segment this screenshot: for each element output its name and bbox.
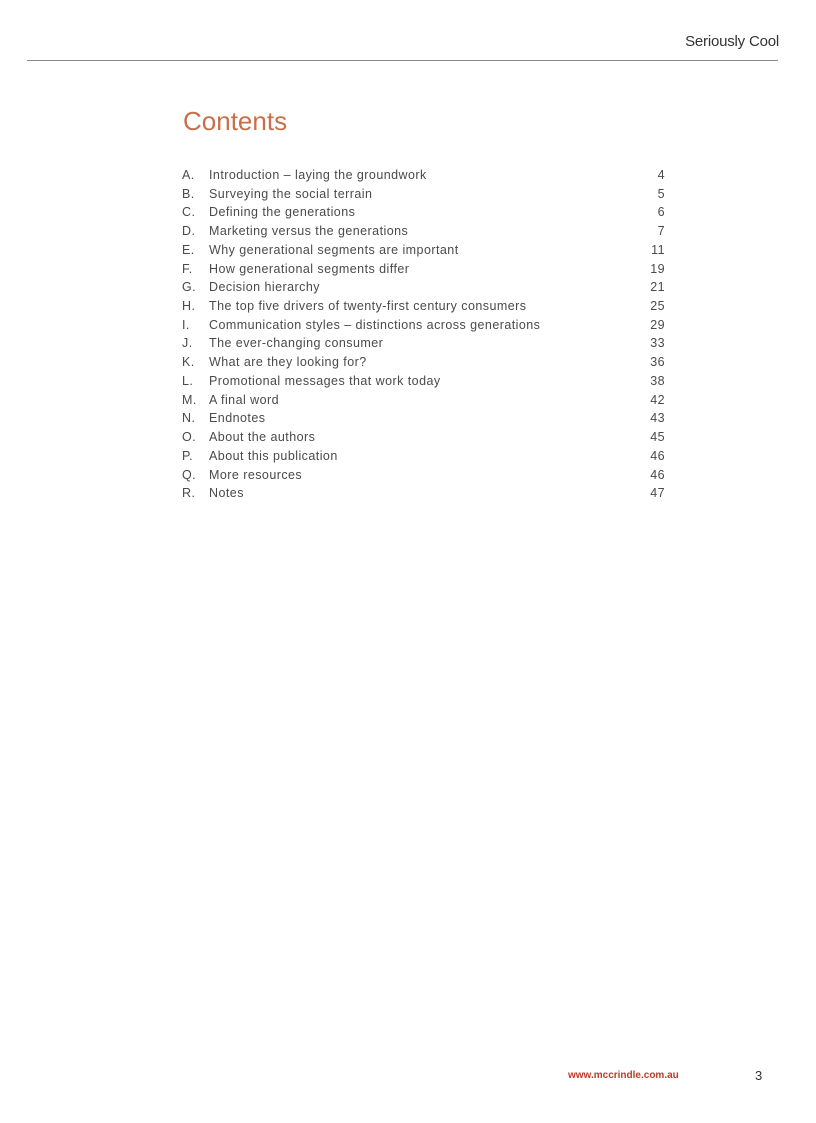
toc-entry-letter: I. bbox=[182, 317, 190, 332]
toc-entry-title: Defining the generations bbox=[209, 205, 356, 220]
toc-entry-page-number: 21 bbox=[650, 280, 665, 295]
toc-entry[interactable] bbox=[182, 428, 665, 447]
toc-entry-letter: C. bbox=[182, 205, 196, 220]
toc-entry-letter: B. bbox=[182, 186, 195, 201]
toc-entry-page-number: 29 bbox=[650, 317, 665, 332]
toc-entry-title: Marketing versus the generations bbox=[209, 224, 409, 239]
toc-entry-page-number: 47 bbox=[650, 486, 665, 501]
toc-entry-title: Introduction – laying the groundwork bbox=[209, 168, 427, 182]
toc-entry-letter: E. bbox=[182, 242, 195, 257]
toc-entry-title: A final word bbox=[209, 392, 280, 407]
toc-entry[interactable] bbox=[182, 372, 665, 391]
toc-entry[interactable] bbox=[182, 297, 665, 316]
toc-entry-letter: K. bbox=[182, 355, 195, 370]
toc-entry-letter: H. bbox=[182, 299, 196, 314]
toc-entry-letter: G. bbox=[182, 280, 197, 295]
footer-page-number: 3 bbox=[755, 1068, 763, 1083]
toc-entry[interactable] bbox=[182, 409, 665, 428]
toc-entry-title: Notes bbox=[209, 486, 244, 501]
toc-entry-page-number: 19 bbox=[650, 261, 665, 276]
toc-entry-page-number: 11 bbox=[651, 242, 665, 257]
toc-entry-page-number: 43 bbox=[650, 411, 665, 426]
toc-entry[interactable] bbox=[182, 203, 665, 222]
toc-entry-letter: D. bbox=[182, 224, 196, 239]
toc-entry[interactable] bbox=[182, 166, 665, 185]
toc-entry[interactable] bbox=[182, 391, 665, 410]
toc-entry-letter: A. bbox=[182, 168, 195, 182]
toc-entry-letter: L. bbox=[182, 373, 194, 388]
toc-entry-title: More resources bbox=[209, 467, 303, 482]
toc-entry[interactable] bbox=[182, 484, 665, 503]
page-title: Contents bbox=[183, 106, 288, 136]
toc-entry-letter: N. bbox=[182, 411, 196, 426]
footer-website-link[interactable]: www.mccrindle.com.au bbox=[568, 1070, 679, 1081]
toc-entry-title: About the authors bbox=[209, 430, 316, 445]
toc-entry-page-number: 46 bbox=[650, 448, 665, 463]
toc-entry-page-number: 38 bbox=[650, 373, 665, 388]
toc-entry-page-number: 36 bbox=[650, 355, 665, 370]
toc-entry[interactable] bbox=[182, 316, 665, 335]
toc-entry-page-number: 5 bbox=[657, 186, 665, 201]
toc-entry-title: About this publication bbox=[209, 448, 338, 463]
header-divider bbox=[27, 60, 778, 61]
toc-entry-page-number: 42 bbox=[650, 392, 665, 407]
toc-entry-title: What are they looking for? bbox=[209, 355, 367, 370]
toc-entry[interactable] bbox=[182, 278, 665, 297]
toc-entry-page-number: 6 bbox=[657, 205, 665, 220]
table-of-contents bbox=[182, 166, 665, 503]
toc-entry[interactable] bbox=[182, 260, 665, 279]
toc-entry-page-number: 7 bbox=[657, 224, 665, 239]
toc-entry-letter: R. bbox=[182, 486, 196, 501]
toc-entry-letter: P. bbox=[182, 448, 194, 463]
toc-entry[interactable] bbox=[182, 353, 665, 372]
toc-entry-title: Decision hierarchy bbox=[209, 280, 320, 295]
toc-entry-title: Endnotes bbox=[209, 411, 266, 426]
toc-entry[interactable] bbox=[182, 447, 665, 466]
toc-entry[interactable] bbox=[182, 334, 665, 353]
toc-entry-title: Communication styles – distinctions across generations bbox=[209, 317, 541, 332]
toc-entry-page-number: 45 bbox=[650, 430, 665, 445]
toc-entry-letter: J. bbox=[182, 336, 193, 351]
toc-entry-title: Surveying the social terrain bbox=[209, 186, 373, 201]
toc-entry-title: The top five drivers of twenty-first century consumers bbox=[209, 299, 527, 314]
toc-entry-page-number: 25 bbox=[650, 299, 665, 314]
toc-entry-title: Why generational segments are important bbox=[209, 242, 459, 257]
toc-entry-page-number: 4 bbox=[657, 168, 665, 182]
toc-entry[interactable] bbox=[182, 222, 665, 241]
toc-entry-letter: F. bbox=[182, 261, 193, 276]
toc-entry-title: Promotional messages that work today bbox=[209, 373, 441, 388]
toc-entry[interactable] bbox=[182, 466, 665, 485]
toc-entry[interactable] bbox=[182, 185, 665, 204]
toc-entry-page-number: 33 bbox=[650, 336, 665, 351]
toc-entry-title: How generational segments differ bbox=[209, 261, 410, 276]
toc-entry-letter: O. bbox=[182, 430, 197, 445]
toc-entry-page-number: 46 bbox=[650, 467, 665, 482]
running-header-title: Seriously Cool bbox=[685, 33, 779, 50]
toc-entry-letter: Q. bbox=[182, 467, 197, 482]
toc-entry-title: The ever-changing consumer bbox=[209, 336, 384, 351]
toc-entry-letter: M. bbox=[182, 392, 197, 407]
toc-entry[interactable] bbox=[182, 241, 665, 260]
